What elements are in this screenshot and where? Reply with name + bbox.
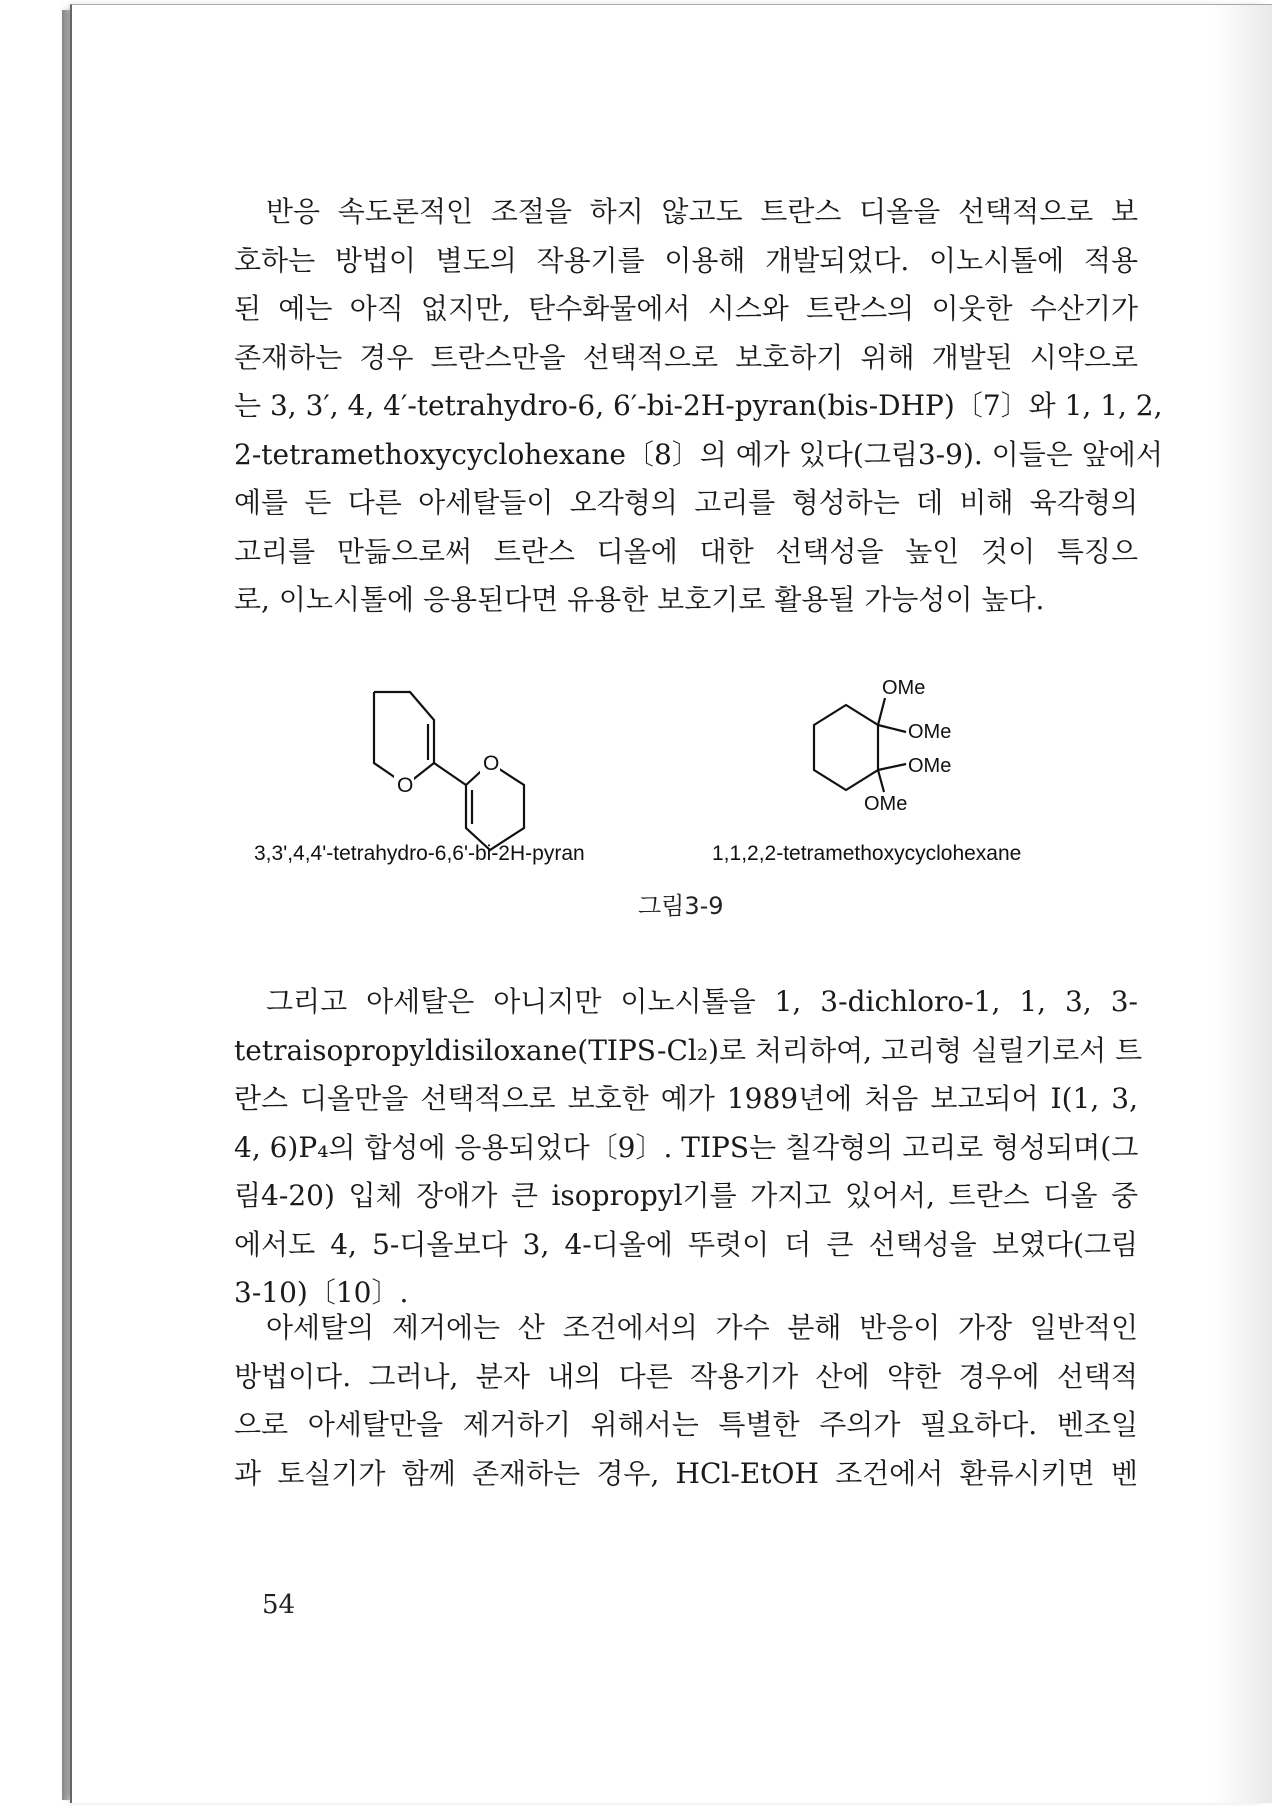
text-line: 고리를 만듦으로써 트란스 디올에 대한 선택성을 높인 것이 특징으: [234, 534, 1138, 568]
text-line: 예를 든 다른 아세탈들이 오각형의 고리를 형성하는 데 비해 육각형의: [234, 486, 1138, 519]
text-line: 4, 6)P₄의 합성에 응용되었다〔9〕. TIPS는 칠각형의 고리로 형성되며(그: [234, 1130, 1139, 1164]
page-number: 54: [262, 1590, 296, 1620]
tetramethoxycyclohexane-structure: [814, 698, 906, 792]
ome-group-3: OMe: [908, 755, 952, 777]
text-line: 방법이다. 그러나, 분자 내의 다른 작용기가 산에 약한 경우에 선택적: [234, 1359, 1138, 1393]
cyclohexane-ring: [814, 705, 878, 790]
oxygen-atom-left: O: [397, 774, 414, 797]
text-line: 호하는 방법이 별도의 작용기를 이용해 개발되었다. 이노시톨에 적용: [234, 243, 1138, 277]
text-line: 는 3, 3′, 4, 4′-tetrahydro-6, 6′-bi-2H-pyran(bis-DHP)〔7〕와 1, 1, 2,: [234, 389, 1163, 422]
text-line: 반응 속도론적인 조절을 하지 않고도 트란스 디올을 선택적으로 보: [266, 195, 1138, 228]
ome-group-1: OMe: [882, 680, 926, 699]
text-line: 존재하는 경우 트란스만을 선택적으로 보호하기 위해 개발된 시약으로: [234, 340, 1138, 374]
molecule-label-bis-dhp: 3,3',4,4'-tetrahydro-6,6'-bi-2H-pyran: [254, 842, 585, 865]
text-line: 2-tetramethoxycyclohexane〔8〕의 예가 있다(그림3-9). 이들은 앞에서: [234, 437, 1163, 471]
paragraph-1: [234, 188, 1163, 625]
text-line: 3-10)〔10〕.: [234, 1276, 409, 1309]
text-line: 에서도 4, 5-디올보다 3, 4-디올에 뚜렷이 더 큰 선택성을 보였다(그림: [234, 1227, 1138, 1261]
text-line: 로, 이노시톨에 응용된다면 유용한 보호기로 활용될 가능성이 높다.: [234, 583, 1045, 616]
ome-group-2: OMe: [908, 721, 952, 743]
dhp-ring-left: [374, 692, 434, 785]
dhp-ring-right: [466, 763, 524, 850]
oxygen-atom-right: O: [483, 752, 500, 775]
text-line: 그리고 아세탈은 아니지만 이노시톨을 1, 3-dichloro-1, 1, 3, 3-: [266, 985, 1138, 1018]
molecule-label-tetramethoxycyclohexane: 1,1,2,2-tetramethoxycyclohexane: [712, 842, 1022, 865]
text-line: 아세탈의 제거에는 산 조건에서의 가수 분해 반응이 가장 일반적인: [266, 1311, 1138, 1344]
bis-dhp-structure: [374, 692, 524, 850]
paragraph-2: [234, 978, 1143, 1318]
text-line: 된 예는 아직 없지만, 탄수화물에서 시스와 트란스의 이웃한 수산기가: [234, 292, 1138, 325]
paragraph-3: [234, 1304, 1138, 1498]
text-line: 란스 디올만을 선택적으로 보호한 예가 1989년에 처음 보고되어 I(1, 3,: [234, 1082, 1138, 1115]
ome-group-4: OMe: [864, 793, 908, 815]
text-line: tetraisopropyldisiloxane(TIPS-Cl₂)로 처리하여, 고리형 실릴기로서 트: [234, 1033, 1143, 1067]
text-line: 과 토실기가 함께 존재하는 경우, HCl-EtOH 조건에서 환류시키면 벤: [234, 1456, 1138, 1490]
figure-caption: 그림3-9: [638, 892, 724, 920]
bi-link-bond: [434, 763, 466, 785]
text-line: 림4-20) 입체 장애가 큰 isopropyl기를 가지고 있어서, 트란스 디올 중: [234, 1179, 1138, 1212]
text-line: 으로 아세탈만을 제거하기 위해서는 특별한 주의가 필요하다. 벤조일: [234, 1408, 1138, 1441]
